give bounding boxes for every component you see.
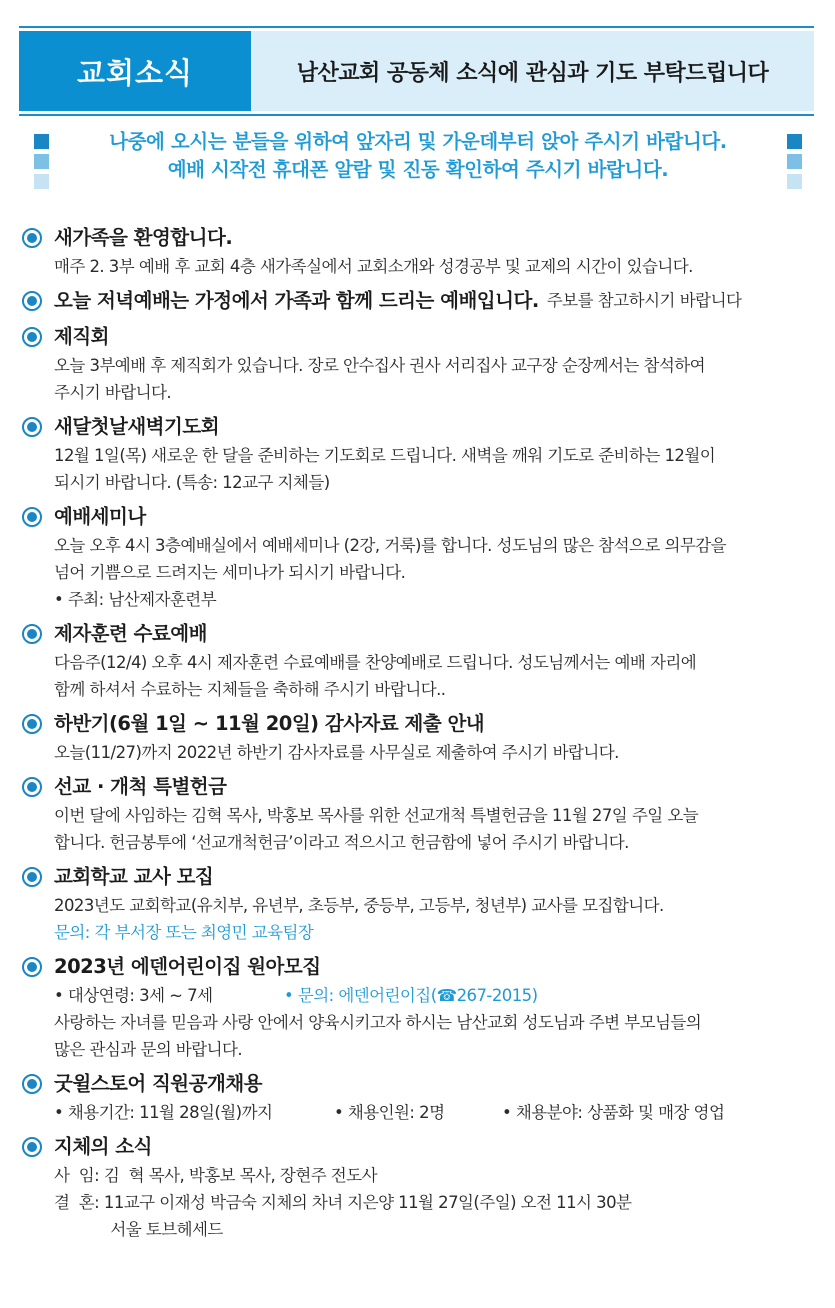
news-text: 사랑하는 자녀를 믿음과 사랑 안에서 양육시키고자 하시는 남산교회 성도님과 주변 부모님들의 — [54, 1013, 702, 1032]
square-icon — [787, 174, 802, 189]
bullet-icon — [22, 1137, 42, 1157]
news-item — [22, 709, 812, 766]
news-item — [22, 862, 812, 946]
news-text: 사 임: 김 혁 목사, 박홍보 목사, 장현주 전도사 — [54, 1166, 377, 1185]
square-icon — [34, 154, 49, 169]
notice-text — [74, 128, 762, 184]
news-title: 새가족을 환영합니다. — [54, 226, 233, 249]
notice-box — [34, 126, 802, 192]
bullet-icon — [22, 507, 42, 527]
news-text: 함께 하셔서 수료하는 지체들을 축하해 주시기 바랍니다.. — [54, 680, 446, 699]
news-title: 지체의 소식 — [54, 1135, 152, 1158]
bullet-icon — [22, 327, 42, 347]
contact-text: 문의: 각 부서장 또는 최영민 교육팀장 — [54, 923, 314, 942]
bullet-icon — [22, 867, 42, 887]
bullet-icon — [22, 714, 42, 734]
bullet-icon — [22, 957, 42, 977]
news-title: 2023년 에덴어린이집 원아모집 — [54, 955, 321, 978]
square-icon — [787, 154, 802, 169]
news-list — [22, 223, 812, 1249]
notice-line: 나중에 오시는 분들을 위하여 앞자리 및 가운데부터 앉아 주시기 바랍니다. — [109, 130, 727, 153]
section-subtitle: 남산교회 공동체 소식에 관심과 기도 부탁드립니다 — [251, 31, 814, 111]
square-icon — [34, 174, 49, 189]
news-title: 제직회 — [54, 325, 110, 348]
news-text: 12월 1일(목) 새로운 한 달을 준비하는 기도회로 드립니다. 새벽을 깨워 기도로 준비하는 12월이 — [54, 446, 716, 465]
recruit-count: • 채용인원: 2명 — [334, 1103, 445, 1122]
bottom-rule — [19, 114, 814, 116]
news-item — [22, 322, 812, 406]
bullet-icon — [22, 777, 42, 797]
news-text: 오늘 3부예배 후 제직회가 있습니다. 장로 안수집사 권사 서리집사 교구장 순장께서는 참석하여 — [54, 356, 706, 375]
age-text: • 대상연령: 3세 ~ 7세 — [54, 986, 213, 1005]
news-title: 선교 · 개척 특별헌금 — [54, 775, 227, 798]
bullet-icon — [22, 228, 42, 248]
inquiry-text: • 문의: 에덴어린이집(☎267-2015) — [284, 986, 538, 1005]
news-item — [22, 223, 812, 280]
square-icon — [34, 134, 49, 149]
news-text: 이번 달에 사임하는 김혁 목사, 박홍보 목사를 위한 선교개척 특별헌금을 11월 27일 주일 오늘 — [54, 806, 699, 825]
news-title: 제자훈련 수료예배 — [54, 622, 207, 645]
news-text: • 주최: 남산제자훈련부 — [54, 590, 217, 609]
news-text: 결 혼: 11교구 이재성 박금숙 지체의 차녀 지은양 11월 27일(주일) 오전 11시 30분 — [54, 1193, 632, 1212]
news-item — [22, 952, 812, 1063]
bullet-icon — [22, 291, 42, 311]
news-item — [22, 619, 812, 703]
square-icon — [787, 134, 802, 149]
news-text: 오늘(11/27)까지 2022년 하반기 감사자료를 사무실로 제출하여 주시기 바랍니다. — [54, 743, 619, 762]
news-title: 예배세미나 — [54, 505, 146, 528]
news-item — [22, 412, 812, 496]
news-text: 오늘 오후 4시 3층예배실에서 예배세미나 (2강, 거룩)를 합니다. 성도님의 많은 참석으로 의무감을 — [54, 536, 727, 555]
top-rule — [19, 26, 814, 28]
news-text: 주시기 바랍니다. — [54, 383, 172, 402]
recruit-period: • 채용기간: 11월 28일(월)까지 — [54, 1103, 273, 1122]
news-text: 합니다. 헌금봉투에 ‘선교개척헌금’이라고 적으시고 헌금함에 넣어 주시기 바랍니다. — [54, 833, 629, 852]
news-text: 매주 2. 3부 예배 후 교회 4층 새가족실에서 교회소개와 성경공부 및 교제의 시간이 있습니다. — [54, 257, 693, 276]
news-title: 오늘 저녁예배는 가정에서 가족과 함께 드리는 예배입니다. — [54, 289, 539, 312]
news-item — [22, 1069, 812, 1126]
news-text: 많은 관심과 문의 바랍니다. — [54, 1040, 243, 1059]
news-text: 넘어 기쁨으로 드려지는 세미나가 되시기 바랍니다. — [54, 563, 406, 582]
news-item — [22, 772, 812, 856]
news-text: 서울 토브헤세드 — [54, 1220, 223, 1239]
news-item — [22, 502, 812, 613]
news-title: 굿윌스토어 직원공개채용 — [54, 1072, 262, 1095]
section-tag: 교회소식 — [19, 31, 251, 111]
news-item — [22, 1132, 812, 1243]
bullet-icon — [22, 1074, 42, 1094]
news-title: 하반기(6월 1일 ~ 11월 20일) 감사자료 제출 안내 — [54, 712, 485, 735]
news-text: 2023년도 교회학교(유치부, 유년부, 초등부, 중등부, 고등부, 청년부) 교사를 모집합니다. — [54, 896, 664, 915]
news-title: 새달첫날새벽기도회 — [54, 415, 220, 438]
news-note: 주보를 참고하시기 바랍니다 — [546, 291, 742, 310]
bullet-icon — [22, 624, 42, 644]
news-item — [22, 286, 812, 316]
news-text: 되시기 바랍니다. (특송: 12교구 지체들) — [54, 473, 330, 492]
notice-line: 예배 시작전 휴대폰 알람 및 진동 확인하여 주시기 바랍니다. — [167, 158, 669, 181]
bullet-icon — [22, 417, 42, 437]
news-text: 다음주(12/4) 오후 4시 제자훈련 수료예배를 찬양예배로 드립니다. 성도님께서는 예배 자리에 — [54, 653, 697, 672]
news-title: 교회학교 교사 모집 — [54, 865, 214, 888]
section-header — [19, 31, 814, 111]
recruit-field: • 채용분야: 상품화 및 매장 영업 — [502, 1103, 725, 1122]
